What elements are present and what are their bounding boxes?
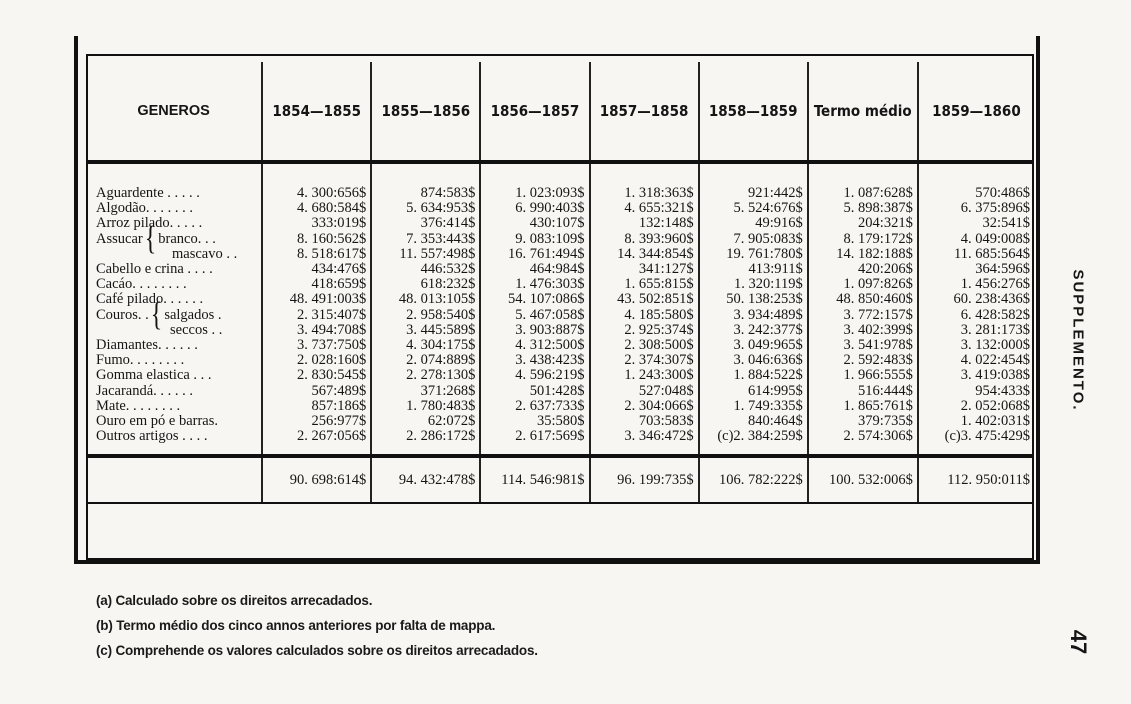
exports-table bbox=[86, 62, 1034, 504]
row-label-text: Gomma elastica . . . bbox=[96, 367, 212, 384]
row-sublabel: salgados . bbox=[164, 306, 222, 323]
table-cell: 49:916$ bbox=[699, 216, 808, 231]
table-cell: 4. 304:175$ bbox=[371, 338, 480, 353]
table-cell: 3. 046:636$ bbox=[699, 353, 808, 368]
table-cell: 3. 346:472$ bbox=[590, 429, 699, 456]
table-cell: 4. 312:500$ bbox=[480, 338, 589, 353]
table-cell: 2. 315:407$ bbox=[262, 308, 371, 323]
table-cell: 62:072$ bbox=[371, 414, 480, 429]
table-cell: 567:489$ bbox=[262, 384, 371, 399]
table-cell: 60. 238:436$ bbox=[918, 292, 1034, 307]
total-cell: 106. 782:222$ bbox=[699, 456, 808, 503]
table-cell: 3. 049:965$ bbox=[699, 338, 808, 353]
table-cell: 446:532$ bbox=[371, 262, 480, 277]
table-cell: 132:148$ bbox=[590, 216, 699, 231]
table-cell: 703:583$ bbox=[590, 414, 699, 429]
table-cell: 464:984$ bbox=[480, 262, 589, 277]
table-cell: 6. 428:582$ bbox=[918, 308, 1034, 323]
table-cell: 954:433$ bbox=[918, 384, 1034, 399]
row-label-text: Outros artigos . . . . bbox=[96, 428, 208, 445]
table-cell: 48. 850:460$ bbox=[808, 292, 918, 307]
table-cell: 3. 541:978$ bbox=[808, 338, 918, 353]
row-label bbox=[86, 368, 262, 383]
table-row bbox=[86, 353, 1034, 368]
header-generos: GENEROS bbox=[86, 62, 262, 162]
table-row bbox=[86, 247, 1034, 262]
table-cell: (c)2. 384:259$ bbox=[699, 429, 808, 456]
table-cell: 8. 160:562$ bbox=[262, 232, 371, 247]
table-totals bbox=[86, 456, 1034, 503]
table-cell: 48. 491:003$ bbox=[262, 292, 371, 307]
table-cell: 2. 637:733$ bbox=[480, 399, 589, 414]
table-cell: 3. 438:423$ bbox=[480, 353, 589, 368]
table-cell: 1. 476:303$ bbox=[480, 277, 589, 292]
row-label-text: Diamantes. . . . . . bbox=[96, 337, 198, 354]
table-cell: 1. 023:093$ bbox=[480, 162, 589, 201]
row-sublabel: seccos . . bbox=[170, 321, 223, 338]
header-column: 1857—1858 bbox=[590, 62, 699, 162]
row-label bbox=[86, 216, 262, 231]
table-cell: 2. 304:066$ bbox=[590, 399, 699, 414]
row-label bbox=[86, 201, 262, 216]
row-label bbox=[86, 162, 262, 201]
table-cell: 2. 052:068$ bbox=[918, 399, 1034, 414]
table-row bbox=[86, 262, 1034, 277]
table-cell: 5. 524:676$ bbox=[699, 201, 808, 216]
table-row bbox=[86, 368, 1034, 383]
table-cell: 420:206$ bbox=[808, 262, 918, 277]
table-cell: 1. 884:522$ bbox=[699, 368, 808, 383]
row-label-text: Mate. . . . . . . . bbox=[96, 397, 181, 414]
table-cell: 2. 574:306$ bbox=[808, 429, 918, 456]
row-label bbox=[86, 323, 262, 338]
table-cell: 5. 634:953$ bbox=[371, 201, 480, 216]
total-cell: 112. 950:011$ bbox=[918, 456, 1034, 503]
table-cell: 2. 958:540$ bbox=[371, 308, 480, 323]
row-label bbox=[86, 247, 262, 262]
header-column: Termo médio bbox=[808, 62, 918, 162]
table-row bbox=[86, 292, 1034, 307]
header-column: 1859—1860 bbox=[918, 62, 1034, 162]
table-cell: 2. 617:569$ bbox=[480, 429, 589, 456]
table-cell: 8. 393:960$ bbox=[590, 232, 699, 247]
table-cell: 1. 318:363$ bbox=[590, 162, 699, 201]
side-label bbox=[1048, 250, 1108, 430]
header-column: 1855—1856 bbox=[371, 62, 480, 162]
table-row bbox=[86, 201, 1034, 216]
table-cell: 2. 074:889$ bbox=[371, 353, 480, 368]
table-cell: 501:428$ bbox=[480, 384, 589, 399]
table-cell: 376:414$ bbox=[371, 216, 480, 231]
table-cell: 2. 925:374$ bbox=[590, 323, 699, 338]
table-cell: 4. 022:454$ bbox=[918, 353, 1034, 368]
total-cell: 94. 432:478$ bbox=[371, 456, 480, 503]
table-cell: 333:019$ bbox=[262, 216, 371, 231]
table-cell: 32:541$ bbox=[918, 216, 1034, 231]
header-column: 1856—1857 bbox=[480, 62, 589, 162]
total-cell: 90. 698:614$ bbox=[262, 456, 371, 503]
brace-mark: { bbox=[150, 297, 163, 334]
table-cell: 14. 182:188$ bbox=[808, 247, 918, 262]
table-cell: 1. 966:555$ bbox=[808, 368, 918, 383]
table-cell: 50. 138:253$ bbox=[699, 292, 808, 307]
table-cell: 614:995$ bbox=[699, 384, 808, 399]
table-row bbox=[86, 308, 1034, 323]
table-cell: 874:583$ bbox=[371, 162, 480, 201]
table-cell: 1. 865:761$ bbox=[808, 399, 918, 414]
table-cell: 1. 320:119$ bbox=[699, 277, 808, 292]
table-row bbox=[86, 414, 1034, 429]
table-cell: 11. 557:498$ bbox=[371, 247, 480, 262]
table-cell: 1. 087:628$ bbox=[808, 162, 918, 201]
table-cell: 570:486$ bbox=[918, 162, 1034, 201]
totals-row bbox=[86, 456, 1034, 503]
table-cell: 1. 780:483$ bbox=[371, 399, 480, 414]
row-label bbox=[86, 262, 262, 277]
table-cell: 4. 049:008$ bbox=[918, 232, 1034, 247]
table-cell: 3. 419:038$ bbox=[918, 368, 1034, 383]
table-cell: 1. 243:300$ bbox=[590, 368, 699, 383]
table-row bbox=[86, 338, 1034, 353]
table-body bbox=[86, 162, 1034, 456]
table-header bbox=[86, 62, 1034, 162]
table-cell: 2. 374:307$ bbox=[590, 353, 699, 368]
table-cell: 418:659$ bbox=[262, 277, 371, 292]
row-label bbox=[86, 429, 262, 456]
table-cell: (c)3. 475:429$ bbox=[918, 429, 1034, 456]
total-cell: 114. 546:981$ bbox=[480, 456, 589, 503]
table-cell: 379:735$ bbox=[808, 414, 918, 429]
row-label bbox=[86, 338, 262, 353]
table-cell: 840:464$ bbox=[699, 414, 808, 429]
table-row bbox=[86, 384, 1034, 399]
table-cell: 4. 185:580$ bbox=[590, 308, 699, 323]
footnote-b: (b) Termo médio dos cinco annos anteriores por falta de mappa. bbox=[96, 618, 496, 633]
row-label bbox=[86, 399, 262, 414]
table-cell: 3. 934:489$ bbox=[699, 308, 808, 323]
row-label-text: Cacáo. . . . . . . . bbox=[96, 276, 187, 293]
table-cell: 2. 267:056$ bbox=[262, 429, 371, 456]
table-cell: 341:127$ bbox=[590, 262, 699, 277]
total-cell: 100. 532:006$ bbox=[808, 456, 918, 503]
row-label-text: Assucar bbox=[96, 230, 143, 247]
table-cell: 430:107$ bbox=[480, 216, 589, 231]
table-cell: 6. 990:403$ bbox=[480, 201, 589, 216]
table-cell: 2. 278:130$ bbox=[371, 368, 480, 383]
table-cell: 3. 281:173$ bbox=[918, 323, 1034, 338]
table-cell: 9. 083:109$ bbox=[480, 232, 589, 247]
table-cell: 1. 749:335$ bbox=[699, 399, 808, 414]
footnotes bbox=[96, 588, 796, 663]
table-cell: 16. 761:494$ bbox=[480, 247, 589, 262]
row-label bbox=[86, 277, 262, 292]
table-row bbox=[86, 277, 1034, 292]
row-label-text: Jacarandá. . . . . . bbox=[96, 382, 194, 399]
table-cell: 19. 761:780$ bbox=[699, 247, 808, 262]
table-cell: 204:321$ bbox=[808, 216, 918, 231]
table-row bbox=[86, 429, 1034, 456]
table-cell: 857:186$ bbox=[262, 399, 371, 414]
table-cell: 4. 300:656$ bbox=[262, 162, 371, 201]
row-sublabel: mascavo . . bbox=[172, 245, 238, 262]
table-row bbox=[86, 323, 1034, 338]
row-label-text: Fumo. . . . . . . . bbox=[96, 352, 185, 369]
table-cell: 2. 308:500$ bbox=[590, 338, 699, 353]
table-cell: 5. 467:058$ bbox=[480, 308, 589, 323]
table-cell: 2. 286:172$ bbox=[371, 429, 480, 456]
table-cell: 2. 592:483$ bbox=[808, 353, 918, 368]
table-cell: 3. 737:750$ bbox=[262, 338, 371, 353]
table-cell: 3. 772:157$ bbox=[808, 308, 918, 323]
table-cell: 35:580$ bbox=[480, 414, 589, 429]
table-cell: 1. 097:826$ bbox=[808, 277, 918, 292]
table-cell: 7. 353:443$ bbox=[371, 232, 480, 247]
table-cell: 4. 655:321$ bbox=[590, 201, 699, 216]
table-row bbox=[86, 399, 1034, 414]
table-cell: 2. 028:160$ bbox=[262, 353, 371, 368]
table-cell: 3. 242:377$ bbox=[699, 323, 808, 338]
row-label bbox=[86, 384, 262, 399]
table-cell: 8. 179:172$ bbox=[808, 232, 918, 247]
table-cell: 413:911$ bbox=[699, 262, 808, 277]
totals-label-blank bbox=[86, 456, 262, 503]
table-cell: 1. 456:276$ bbox=[918, 277, 1034, 292]
row-label-text: Cabello e crina . . . . bbox=[96, 261, 213, 278]
row-label bbox=[86, 353, 262, 368]
table-cell: 364:596$ bbox=[918, 262, 1034, 277]
table-cell: 4. 596:219$ bbox=[480, 368, 589, 383]
table-cell: 516:444$ bbox=[808, 384, 918, 399]
table-cell: 3. 494:708$ bbox=[262, 323, 371, 338]
header-column: 1854—1855 bbox=[262, 62, 371, 162]
row-label bbox=[86, 292, 262, 307]
row-label-text: Arroz pilado. . . . . bbox=[96, 215, 203, 232]
table-cell: 618:232$ bbox=[371, 277, 480, 292]
table-cell: 3. 445:589$ bbox=[371, 323, 480, 338]
row-label bbox=[86, 414, 262, 429]
table-row bbox=[86, 232, 1034, 247]
page-number-text: 47 bbox=[1065, 629, 1091, 655]
row-label-text: Aguardente . . . . . bbox=[96, 185, 200, 201]
row-sublabel: branco. . . bbox=[158, 230, 216, 247]
footnote-c: (c) Comprehende os valores calculados sobre os direitos arrecadados. bbox=[96, 643, 538, 658]
table-cell: 6. 375:896$ bbox=[918, 201, 1034, 216]
header-column: 1858—1859 bbox=[699, 62, 808, 162]
row-label-text: Algodão. . . . . . . bbox=[96, 200, 194, 217]
table-cell: 434:476$ bbox=[262, 262, 371, 277]
table-row bbox=[86, 216, 1034, 231]
row-label-text: Ouro em pó e barras. bbox=[96, 413, 218, 430]
table-cell: 54. 107:086$ bbox=[480, 292, 589, 307]
table-cell: 3. 132:000$ bbox=[918, 338, 1034, 353]
footnote-a: (a) Calculado sobre os direitos arrecadados. bbox=[96, 593, 373, 608]
page-number bbox=[1058, 622, 1098, 662]
table-cell: 43. 502:851$ bbox=[590, 292, 699, 307]
table-cell: 1. 402:031$ bbox=[918, 414, 1034, 429]
table-row bbox=[86, 162, 1034, 201]
brace-mark: { bbox=[144, 221, 157, 258]
row-label-text: Café pilado. . . . . . bbox=[96, 291, 204, 308]
row-label-text: Couros. . bbox=[96, 306, 149, 323]
table-cell: 48. 013:105$ bbox=[371, 292, 480, 307]
supplemento-label: SUPPLEMENTO. bbox=[1069, 268, 1087, 412]
total-cell: 96. 199:735$ bbox=[590, 456, 699, 503]
table-cell: 371:268$ bbox=[371, 384, 480, 399]
table-cell: 1. 655:815$ bbox=[590, 277, 699, 292]
table-cell: 7. 905:083$ bbox=[699, 232, 808, 247]
table-cell: 14. 344:854$ bbox=[590, 247, 699, 262]
table-cell: 256:977$ bbox=[262, 414, 371, 429]
table-cell: 11. 685:564$ bbox=[918, 247, 1034, 262]
table-cell: 4. 680:584$ bbox=[262, 201, 371, 216]
table-cell: 8. 518:617$ bbox=[262, 247, 371, 262]
table-cell: 3. 903:887$ bbox=[480, 323, 589, 338]
table-cell: 527:048$ bbox=[590, 384, 699, 399]
table-cell: 2. 830:545$ bbox=[262, 368, 371, 383]
table-cell: 5. 898:387$ bbox=[808, 201, 918, 216]
table-cell: 921:442$ bbox=[699, 162, 808, 201]
table-cell: 3. 402:399$ bbox=[808, 323, 918, 338]
